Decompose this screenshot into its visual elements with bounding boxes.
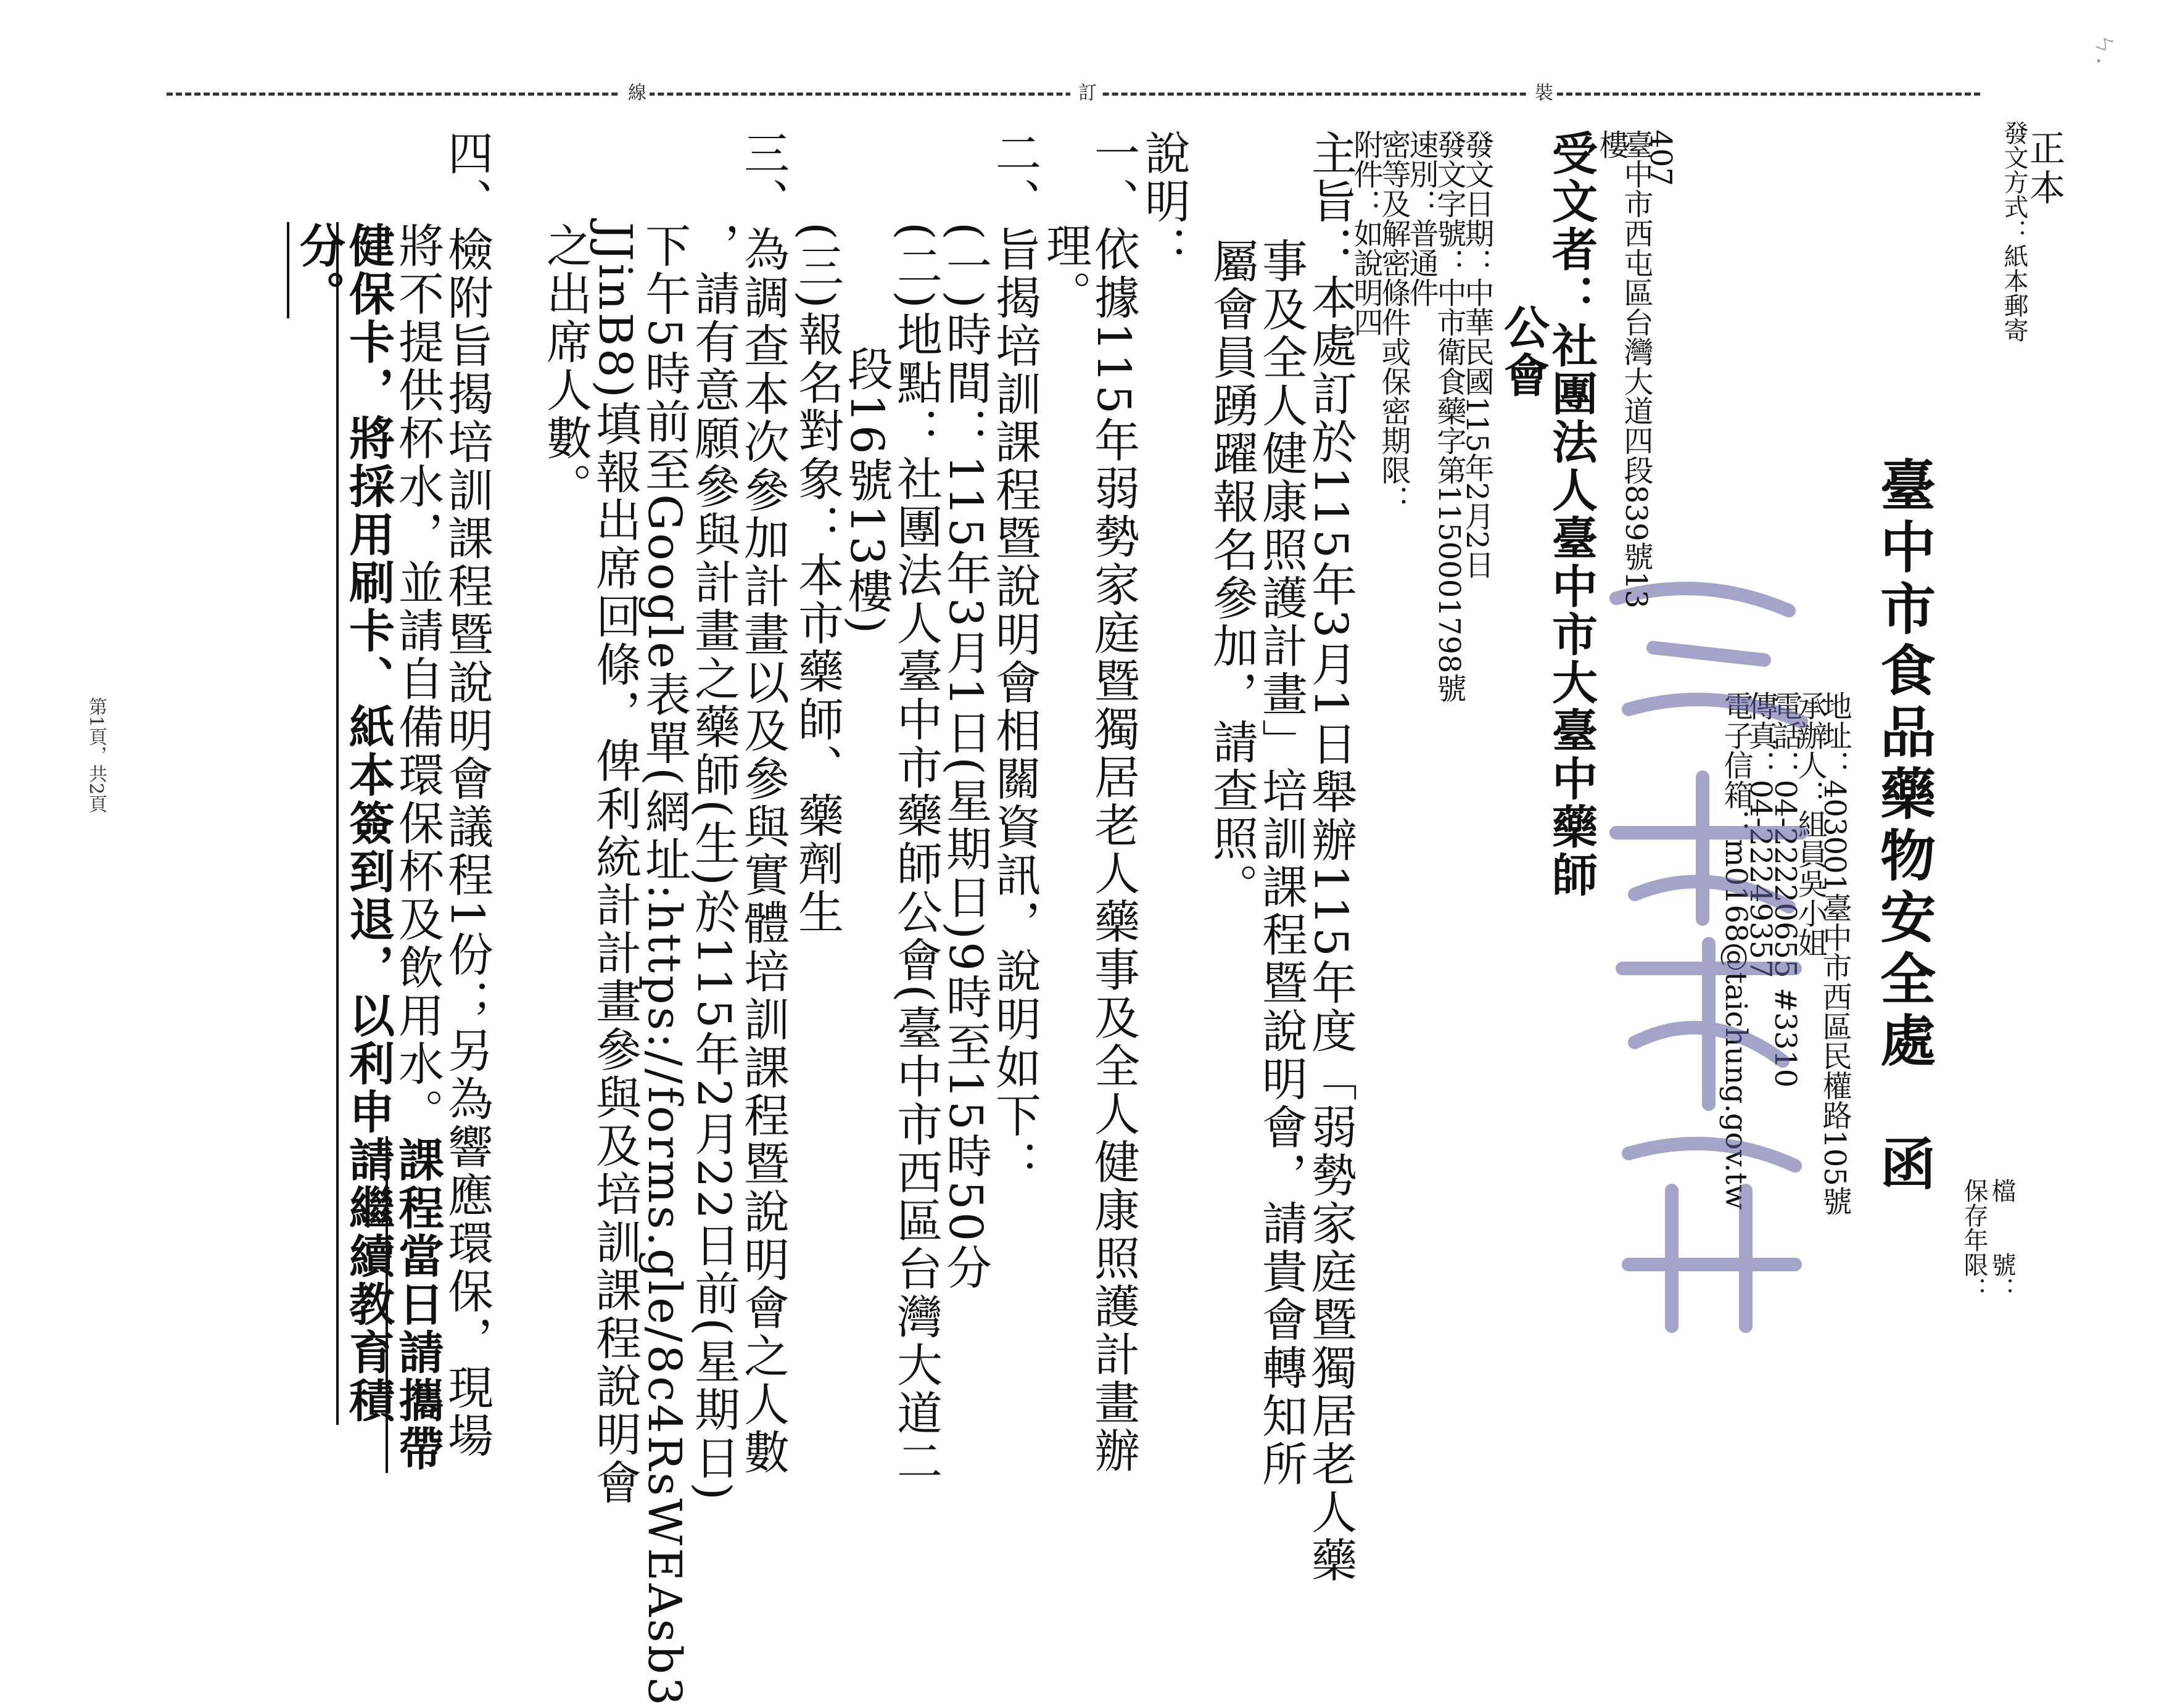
copy-label: 正本 [2023, 130, 2065, 208]
contact-address: 地址：403001臺中市西區民權路105號 [1817, 691, 1852, 1216]
document-title: 臺中市食品藥物安全處 函 [1870, 456, 1936, 1197]
item-four-line1: 四、檢附旨揭培訓課程暨說明會議程1份；另為響應環保，現場 [440, 130, 494, 1461]
item-two-audience: (三)報名對象：本市藥師、藥劑生 [791, 222, 844, 936]
recipient-address-line1: 臺中市西屯區台灣大道四段839號13 [1619, 130, 1653, 609]
item-one-line1: 一、依據115年弱勢家庭暨獨居老人藥事及全人健康照護計畫辦 [1087, 130, 1140, 1475]
dispatch-number: 發文字號：中市衛食藥字第1150001798號 [1432, 130, 1466, 703]
recipient-line1: 受文者：社團法人臺中市大臺中藥師 [1545, 130, 1598, 899]
item-four-line2-emphasis: 課程當日請攜帶 [391, 1136, 444, 1473]
contact-email: 電子信箱：m0168@taichung.gov.tw [1719, 691, 1753, 1210]
explanation-heading: 說明： [1138, 130, 1191, 274]
secrecy-level: 密等及解密條件或保密期限： [1376, 130, 1411, 514]
item-three-line2: ，請有意願參與計畫之藥師(生)於115年2月22日前(星期日) [687, 222, 740, 1503]
subject-line2: 事及全人健康照護計畫」培訓課程暨說明會，請貴會轉知所 [1255, 237, 1308, 1488]
page-number-footer: 第1頁，共2頁 [85, 697, 107, 814]
item-three-line5: 之出席人數。 [539, 222, 592, 511]
retention-label: 保存年限： [1960, 1178, 1988, 1302]
corner-handwritten-mark: ㄣ. [2091, 32, 2120, 65]
item-two-time: (一)時間：115年3月1日(星期日)9時至15時50分 [939, 222, 992, 1292]
subject-line1: 主旨：本處訂於115年3月1日舉辦115年度「弱勢家庭暨獨居老人藥 [1304, 130, 1357, 1585]
bind-mark-zhuang: 裝 [1527, 79, 1556, 105]
item-three-line3: 下午5時前至Google表單(網址:https://forms.gle/8c4RsWEAsb3 [638, 222, 691, 1708]
recipient-line2: 公會 [1497, 303, 1550, 400]
item-four-line2 [391, 222, 444, 1473]
speed-classification: 速別：普通件 [1404, 130, 1439, 307]
item-four-line2-text: 將不提供杯水，並請自備環保杯及飲用水。 [391, 222, 444, 1136]
subject-line3: 屬會員踴躍報名參加，請查照。 [1205, 237, 1258, 911]
bind-mark-xian: 線 [620, 79, 650, 105]
dispatch-method: 發文方式：紙本郵寄 [2000, 120, 2028, 342]
dispatch-date: 發文日期：中華民國115年2月2日 [1460, 130, 1494, 579]
item-three-line4: JJinB8)填報出席回條，俾利統計計畫參與及培訓課程說明會 [588, 222, 642, 1507]
item-four-line4: 分。 [292, 222, 345, 318]
contact-handler: 承辦人：組員吳小姐 [1793, 691, 1827, 957]
item-three-line1: 三、為調查本次參加計畫以及參與實體培訓課程暨說明會之人數 [737, 130, 790, 1477]
bind-mark-ding: 訂 [1070, 79, 1100, 105]
contact-fax: 傳真：04-22249357 [1743, 691, 1778, 978]
item-two-location-line1: (二)地點：社團法人臺中市藥師公會(臺中市西區台灣大道二 [890, 222, 943, 1486]
attachment: 附件：如說明四 [1348, 130, 1383, 337]
item-one-line2: 理。 [1039, 222, 1092, 318]
contact-phone: 電話：04-22220655 #3310 [1768, 691, 1803, 1088]
item-four-line3: 健保卡，將採用刷卡、紙本簽到退，以利申請繼續教育積 [342, 222, 395, 1425]
recipient-address-line2: 樓 [1594, 130, 1629, 159]
recipient-postcode: 407 [1643, 130, 1678, 186]
item-two-line1: 二、旨揭培訓課程暨說明會相關資訊，說明如下： [988, 130, 1041, 1188]
file-number-label: 檔 號： [1988, 1178, 2016, 1302]
item-two-location-line2: 段16號13樓) [840, 345, 893, 637]
